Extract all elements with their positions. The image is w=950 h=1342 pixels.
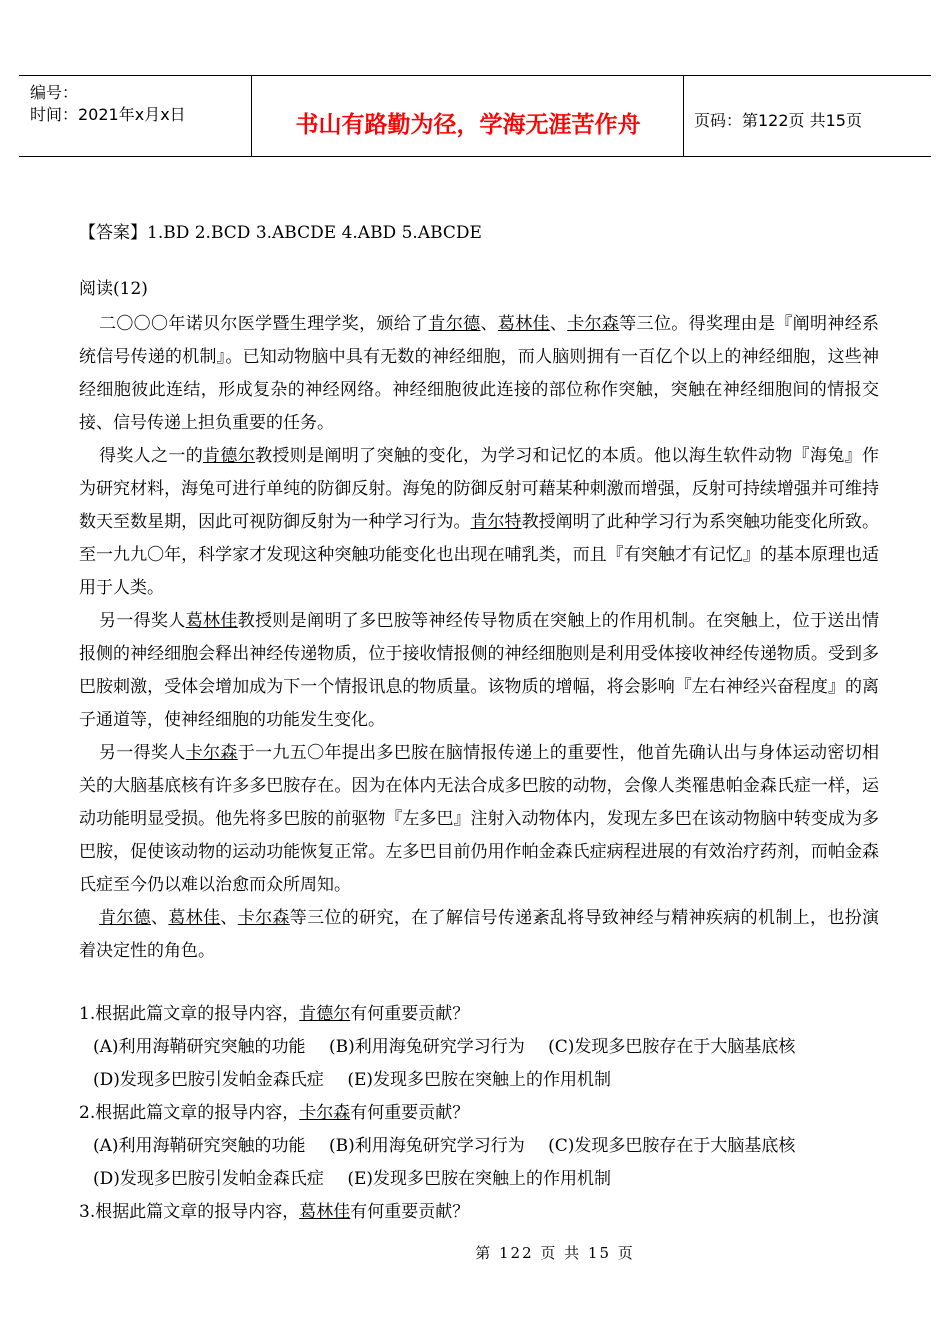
person-name: 葛林佳 [185, 611, 238, 631]
text-run: 教授阐明了此种学习行为系突触功能变化所致。至一九九〇年，科学家才发现这种突触功能变化也出现在哺乳类，而且『有突触才有记忆』的基本原理也适用于人类。 [79, 512, 880, 598]
text-run: 教授则是阐明了多巴胺等神经传导物质在突触上的作用机制。在突触上，位于送出情报侧的神经细胞会释出神经传递物质，位于接收情报侧的神经细胞则是利用受体接收神经传递物质。受到多巴胺刺激，受体会增加成为下一个情报讯息的物质量。该物质的增幅，将会影响『左右神经兴奋程度』的离子通道等，使神经细胞的功能发生变化。 [79, 611, 880, 730]
reading-title: 阅读(12) [79, 279, 148, 299]
text-run: 、 [151, 908, 169, 928]
paragraph-2 [79, 440, 879, 605]
question-list [79, 998, 879, 1229]
header-page-info: 页码：第122页 共15页 [694, 111, 862, 130]
header-top-rule [19, 75, 931, 76]
text-run: 有何重要贡献？ [350, 1202, 470, 1222]
text-run: 1.根据此篇文章的报导内容， [79, 1004, 300, 1024]
paragraph-3 [79, 605, 879, 737]
paragraph-4 [79, 737, 879, 902]
text-run: 另一得奖人 [99, 611, 186, 631]
question-1-option-c: (C)发现多巴胺存在于大脑基底核 [548, 1037, 796, 1057]
question-2-option-a: (A)利用海鞘研究突触的功能 [93, 1136, 306, 1156]
text-run: 、 [220, 908, 238, 928]
answer-line: 【答案】1.BD 2.BCD 3.ABCDE 4.ABD 5.ABCDE [79, 223, 482, 243]
person-name: 肯德尔 [299, 1004, 351, 1024]
question-2-option-b: (B)利用海兔研究学习行为 [328, 1136, 525, 1156]
question-2-options-row-1 [79, 1130, 879, 1163]
question-1-options-row-1 [79, 1031, 879, 1064]
question-2-option-d: (D)发现多巴胺引发帕金森氏症 [93, 1169, 324, 1189]
paragraph-5 [79, 902, 879, 968]
text-run: 有何重要贡献？ [350, 1103, 470, 1123]
text-run: 二〇〇〇年诺贝尔医学暨生理学奖，颁给了 [99, 314, 429, 334]
person-name: 卡尔森 [237, 908, 290, 928]
header-bottom-rule [19, 156, 931, 157]
header-motto: 书山有路勤为径，学海无涯苦作舟 [295, 112, 641, 138]
person-name: 肯尔德 [99, 908, 152, 928]
text-run: 另一得奖人 [99, 743, 186, 763]
question-2-options-row-2 [79, 1163, 879, 1196]
question-1-option-e: (E)发现多巴胺在突触上的作用机制 [347, 1070, 611, 1090]
person-name: 肯尔德 [428, 314, 481, 334]
text-run: 于一九五〇年提出多巴胺在脑情报传递上的重要性，他首先确认出与身体运动密切相关的大脑基底核有许多多巴胺存在。因为在体内无法合成多巴胺的动物，会像人类罹患帕金森氏症一样，运动功能明显受损。他先将多巴胺的前驱物『左多巴』注射入动物体内，发现左多巴在该动物脑中转变成为多巴胺，促使该动物的运动功能恢复正常。左多巴目前仍用作帕金森氏症病程进展的有效治疗药剂，而帕金森氏症至今仍以难以治愈而众所周知。 [79, 743, 880, 895]
header-time-label: 时间：2021年x月x日 [30, 105, 186, 124]
person-name: 卡尔森 [299, 1103, 351, 1123]
question-2-option-e: (E)发现多巴胺在突触上的作用机制 [347, 1169, 611, 1189]
person-name: 葛林佳 [497, 314, 550, 334]
question-2-option-c: (C)发现多巴胺存在于大脑基底核 [548, 1136, 796, 1156]
text-run: 、 [549, 314, 568, 334]
question-1-option-b: (B)利用海兔研究学习行为 [328, 1037, 525, 1057]
person-name: 葛林佳 [299, 1202, 351, 1222]
header-number-label: 编号： [30, 83, 79, 102]
text-run: 、 [480, 314, 498, 334]
text-run: 等三位。得奖理由是『阐明神经系统信号传递的机制』。已知动物脑中具有无数的神经细胞，而人脑则拥有一百亿个以上的神经细胞，这些神经细胞彼此连结，形成复杂的神经网络。神经细胞彼此连接的部位称作突触，突触在神经细胞间的情报交接、信号传递上担负重要的任务。 [79, 314, 880, 433]
text-run: 教授则是阐明了突触的变化，为学习和记忆的本质。他以海生软件动物『海兔』作为研究材料，海兔可进行单纯的防御反射。海兔的防御反射可藉某种刺激而增强，反射可持续增强并可维持数天至数星期，因此可视防御反射为一种学习行为。 [79, 446, 880, 532]
header-meta [30, 82, 252, 126]
person-name: 卡尔森 [185, 743, 238, 763]
question-1-option-d: (D)发现多巴胺引发帕金森氏症 [93, 1070, 324, 1090]
text-run: 2.根据此篇文章的报导内容， [79, 1103, 300, 1123]
question-1-options-row-2 [79, 1064, 879, 1097]
page-footer: 第 122 页 共 15 页 [475, 1244, 635, 1262]
person-name: 葛林佳 [168, 908, 221, 928]
paragraph-1 [79, 308, 879, 440]
header-divider-right [683, 75, 684, 157]
question-3-stem [79, 1196, 879, 1229]
document-body [79, 220, 879, 1229]
question-1-stem [79, 998, 879, 1031]
person-name: 卡尔森 [567, 314, 620, 334]
question-2-stem [79, 1097, 879, 1130]
person-name: 肯尔特 [470, 512, 522, 532]
text-run: 得奖人之一的 [99, 446, 204, 466]
question-1-option-a: (A)利用海鞘研究突触的功能 [93, 1037, 306, 1057]
text-run: 有何重要贡献？ [350, 1004, 470, 1024]
text-run: 等三位的研究，在了解信号传递紊乱将导致神经与精神疾病的机制上，也扮演着决定性的角色。 [79, 908, 880, 961]
text-run: 3.根据此篇文章的报导内容， [79, 1202, 300, 1222]
person-name: 肯德尔 [203, 446, 256, 466]
